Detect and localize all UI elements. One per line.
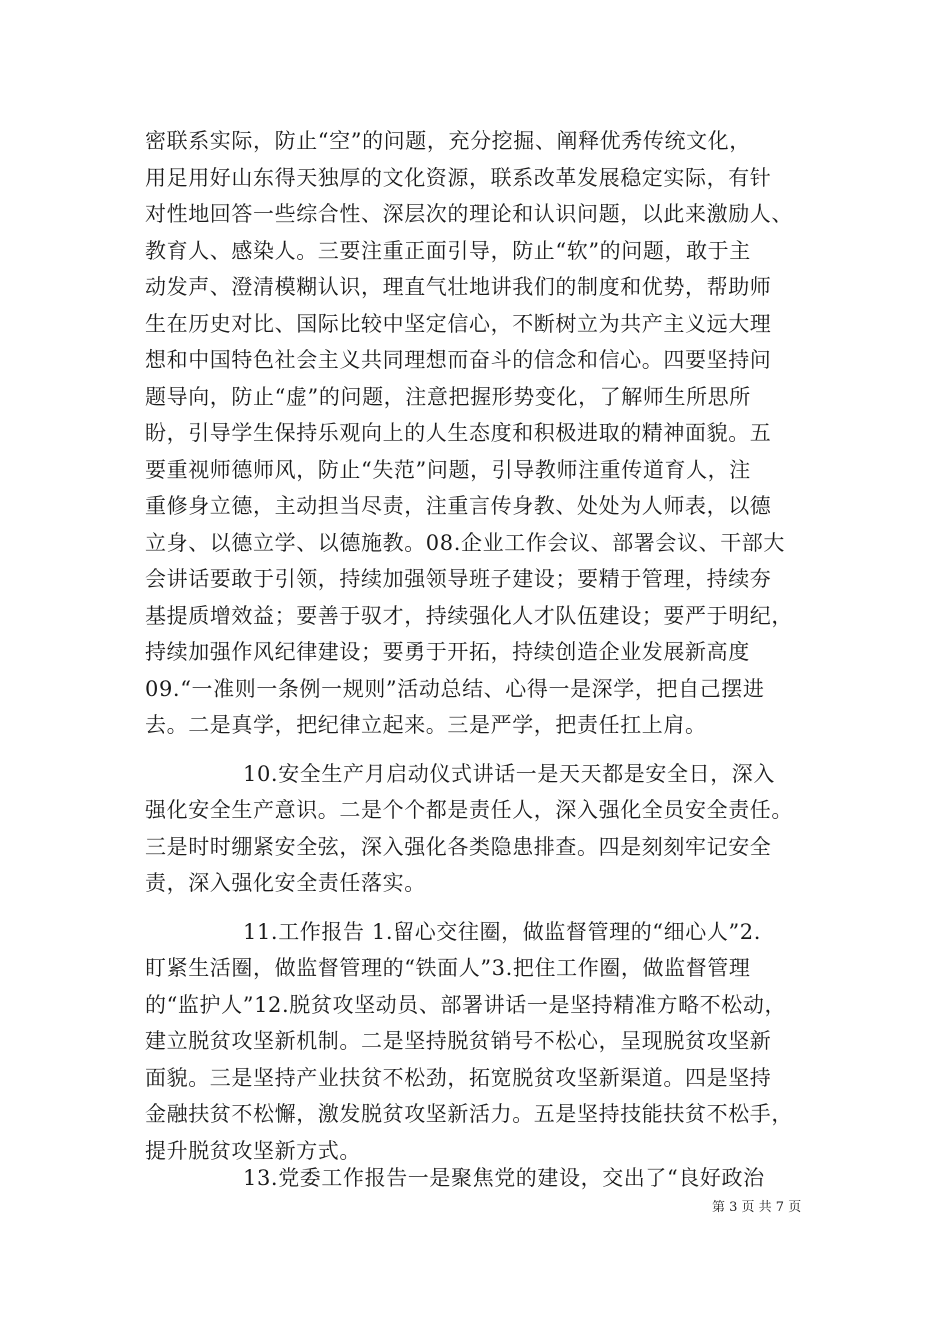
text-line: 会讲话要敢于引领，持续加强领导班子建设；要精于管理，持续夯 — [145, 567, 772, 591]
text-line: 想和中国特色社会主义共同理想而奋斗的信念和信心。四要坚持问 — [145, 348, 772, 372]
paragraph-start-line: 10.安全生产月启动仪式讲话一是天天都是安全日，深入 — [243, 762, 775, 786]
text-line: 用足用好山东得天独厚的文化资源，联系改革发展稳定实际，有针 — [145, 166, 772, 190]
text-line: 重修身立德，主动担当尽责，注重言传身教、处处为人师表，以德 — [145, 494, 772, 518]
text-line: 提升脱贫攻坚新方式。 — [145, 1139, 361, 1163]
text-line: 动发声、澄清模糊认识，理直气壮地讲我们的制度和优势，帮助师 — [145, 275, 772, 299]
text-line: 持续加强作风纪律建设；要勇于开拓，持续创造企业发展新高度 — [145, 640, 750, 664]
text-line: 强化安全生产意识。二是个个都是责任人，深入强化全员安全责任。 — [145, 798, 793, 822]
text-line: 基提质增效益；要善于驭才，持续强化人才队伍建设；要严于明纪， — [145, 604, 793, 628]
text-line: 对性地回答一些综合性、深层次的理论和认识问题，以此来激励人、 — [145, 202, 793, 226]
text-line: 密联系实际，防止“空”的问题，充分挖掘、阐释优秀传统文化， — [145, 129, 751, 153]
text-line: 教育人、感染人。三要注重正面引导，防止“软”的问题，敢于主 — [145, 239, 751, 263]
text-line: 立身、以德立学、以德施教。08.企业工作会议、部署会议、干部大 — [145, 531, 785, 555]
paragraph-start-line: 13.党委工作报告一是聚焦党的建设，交出了“良好政治 — [243, 1166, 765, 1190]
text-line: 要重视师德师风，防止“失范”问题，引导教师注重传道育人，注 — [145, 458, 751, 482]
text-line: 去。二是真学，把纪律立起来。三是严学，把责任扛上肩。 — [145, 713, 707, 737]
text-line: 生在历史对比、国际比较中坚定信心，不断树立为共产主义远大理 — [145, 312, 772, 336]
text-line: 面貌。三是坚持产业扶贫不松劲，拓宽脱贫攻坚新渠道。四是坚持 — [145, 1066, 772, 1090]
text-line: 盼，引导学生保持乐观向上的人生态度和积极进取的精神面貌。五 — [145, 421, 772, 445]
text-line: 的“监护人”12.脱贫攻坚动员、部署讲话一是坚持精准方略不松动， — [145, 993, 787, 1017]
text-line: 责，深入强化安全责任落实。 — [145, 871, 426, 895]
text-line: 盯紧生活圈，做监督管理的“铁面人”3.把住工作圈，做监督管理 — [145, 956, 751, 980]
text-line: 建立脱贫攻坚新机制。二是坚持脱贫销号不松心，呈现脱贫攻坚新 — [145, 1029, 772, 1053]
page-number-footer: 第 3 页 共 7 页 — [712, 1200, 802, 1215]
text-line: 三是时时绷紧安全弦，深入强化各类隐患排查。四是刻刻牢记安全 — [145, 835, 772, 859]
text-line: 09.“一准则一条例一规则”活动总结、心得一是深学，把自己摆进 — [145, 677, 765, 701]
paragraph-start-line: 11.工作报告 1.留心交往圈，做监督管理的“细心人”2. — [243, 920, 762, 944]
text-line: 题导向，防止“虚”的问题，注意把握形势变化，了解师生所思所 — [145, 385, 751, 409]
text-line: 金融扶贫不松懈，激发脱贫攻坚新活力。五是坚持技能扶贫不松手， — [145, 1102, 793, 1126]
